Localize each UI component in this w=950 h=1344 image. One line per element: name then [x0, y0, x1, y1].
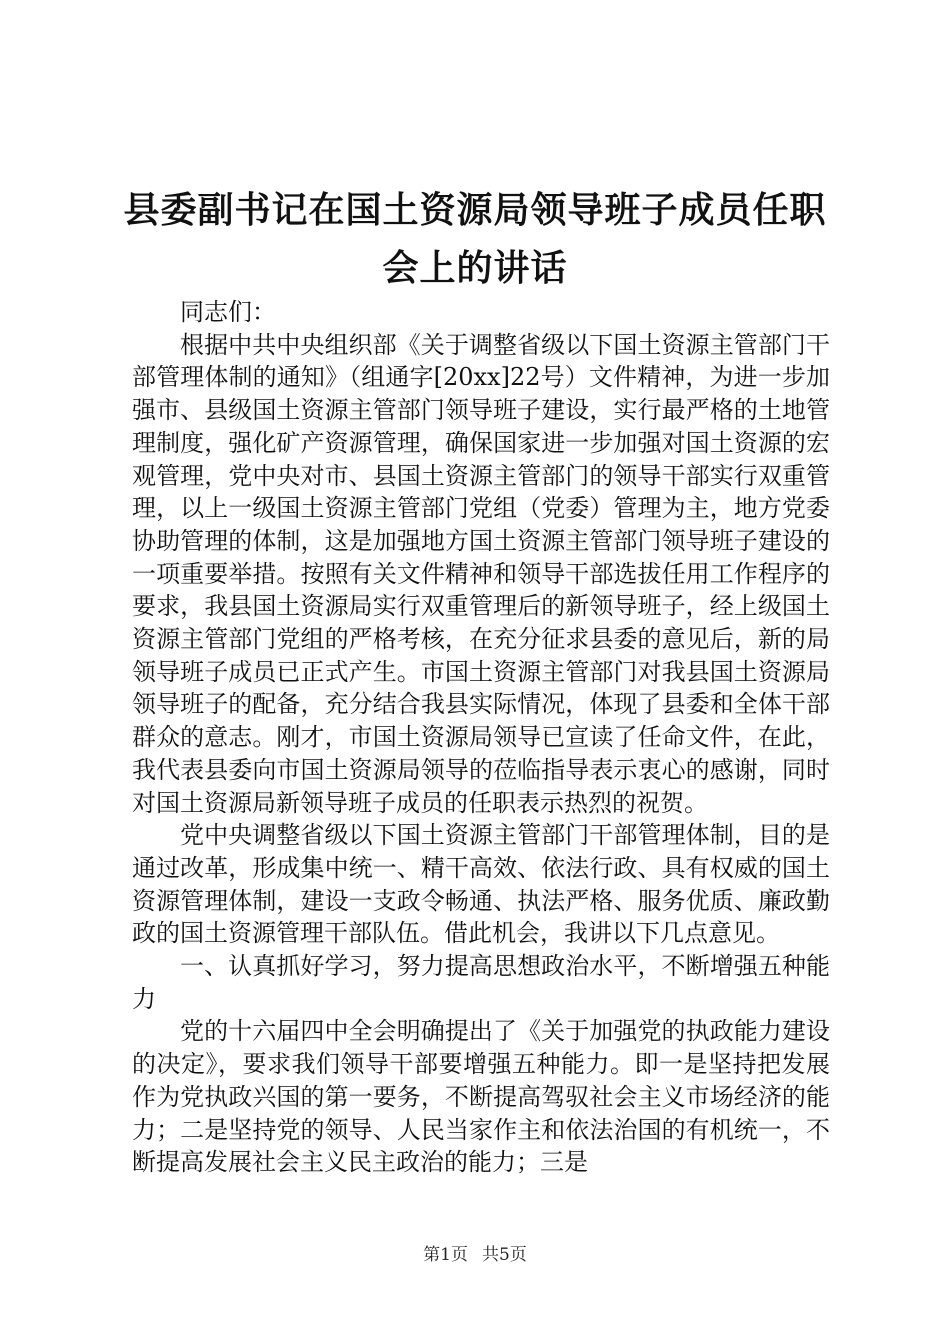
body-paragraph: 根据中共中央组织部《关于调整省级以下国土资源主管部门干部管理体制的通知》（组通字[20xx]22号）文件精神，为进一步加强市、县级国土资源主管部门领导班子建设，实行最严格的土地管理制度，强化矿产资源管理，确保国家进一步加强对国土资源的宏观管理，党中央对市、县国土资源主管部门的领导干部实行双重管理，以上一级国土资源主管部门党组（党委）管理为主，地方党委协助管理的体制，这是加强地方国土资源主管部门领导班子建设的一项重要举措。按照有关文件精神和领导干部选拔任用工作程序的要求，我县国土资源局实行双重管理后的新领导班子，经上级国土资源主管部门党组的严格考核，在充分征求县委的意见后，新的局领导班子成员已正式产生。市国土资源主管部门对我县国土资源局领导班子的配备，充分结合我县实际情况，体现了县委和全体干部群众的意志。刚才，市国土资源局领导已宣读了任命文件，在此，我代表县委向市国土资源局领导的莅临指导表示衷心的感谢，同时对国土资源局新领导班子成员的任职表示热烈的祝贺。	[132, 330, 830, 817]
page-footer	[0, 1244, 950, 1266]
section-heading: 一、认真抓好学习，努力提高思想政治水平，不断增强五种能力	[132, 952, 830, 1013]
body-paragraph: 党的十六届四中全会明确提出了《关于加强党的执政能力建设的决定》，要求我们领导干部要增强五种能力。即一是坚持把发展作为党执政兴国的第一要务，不断提高驾驭社会主义市场经济的能力；二是坚持党的领导、人民当家作主和依法治国的有机统一，不断提高发展社会主义民主政治的能力；三是	[132, 1017, 830, 1177]
salutation: 同志们：	[180, 298, 276, 326]
body-paragraph: 党中央调整省级以下国土资源主管部门干部管理体制，目的是通过改革，形成集中统一、精干高效、依法行政、具有权威的国土资源管理体制，建设一支政令畅通、执法严格、服务优质、廉政勤政的国土资源管理干部队伍。借此机会，我讲以下几点意见。	[132, 821, 830, 948]
page-number: 第1页	[423, 1245, 468, 1265]
document-body	[132, 296, 830, 1179]
document-title: 县委副书记在国土资源局领导班子成员任职会上的讲话	[123, 190, 827, 289]
page-count: 共5页	[482, 1245, 527, 1265]
